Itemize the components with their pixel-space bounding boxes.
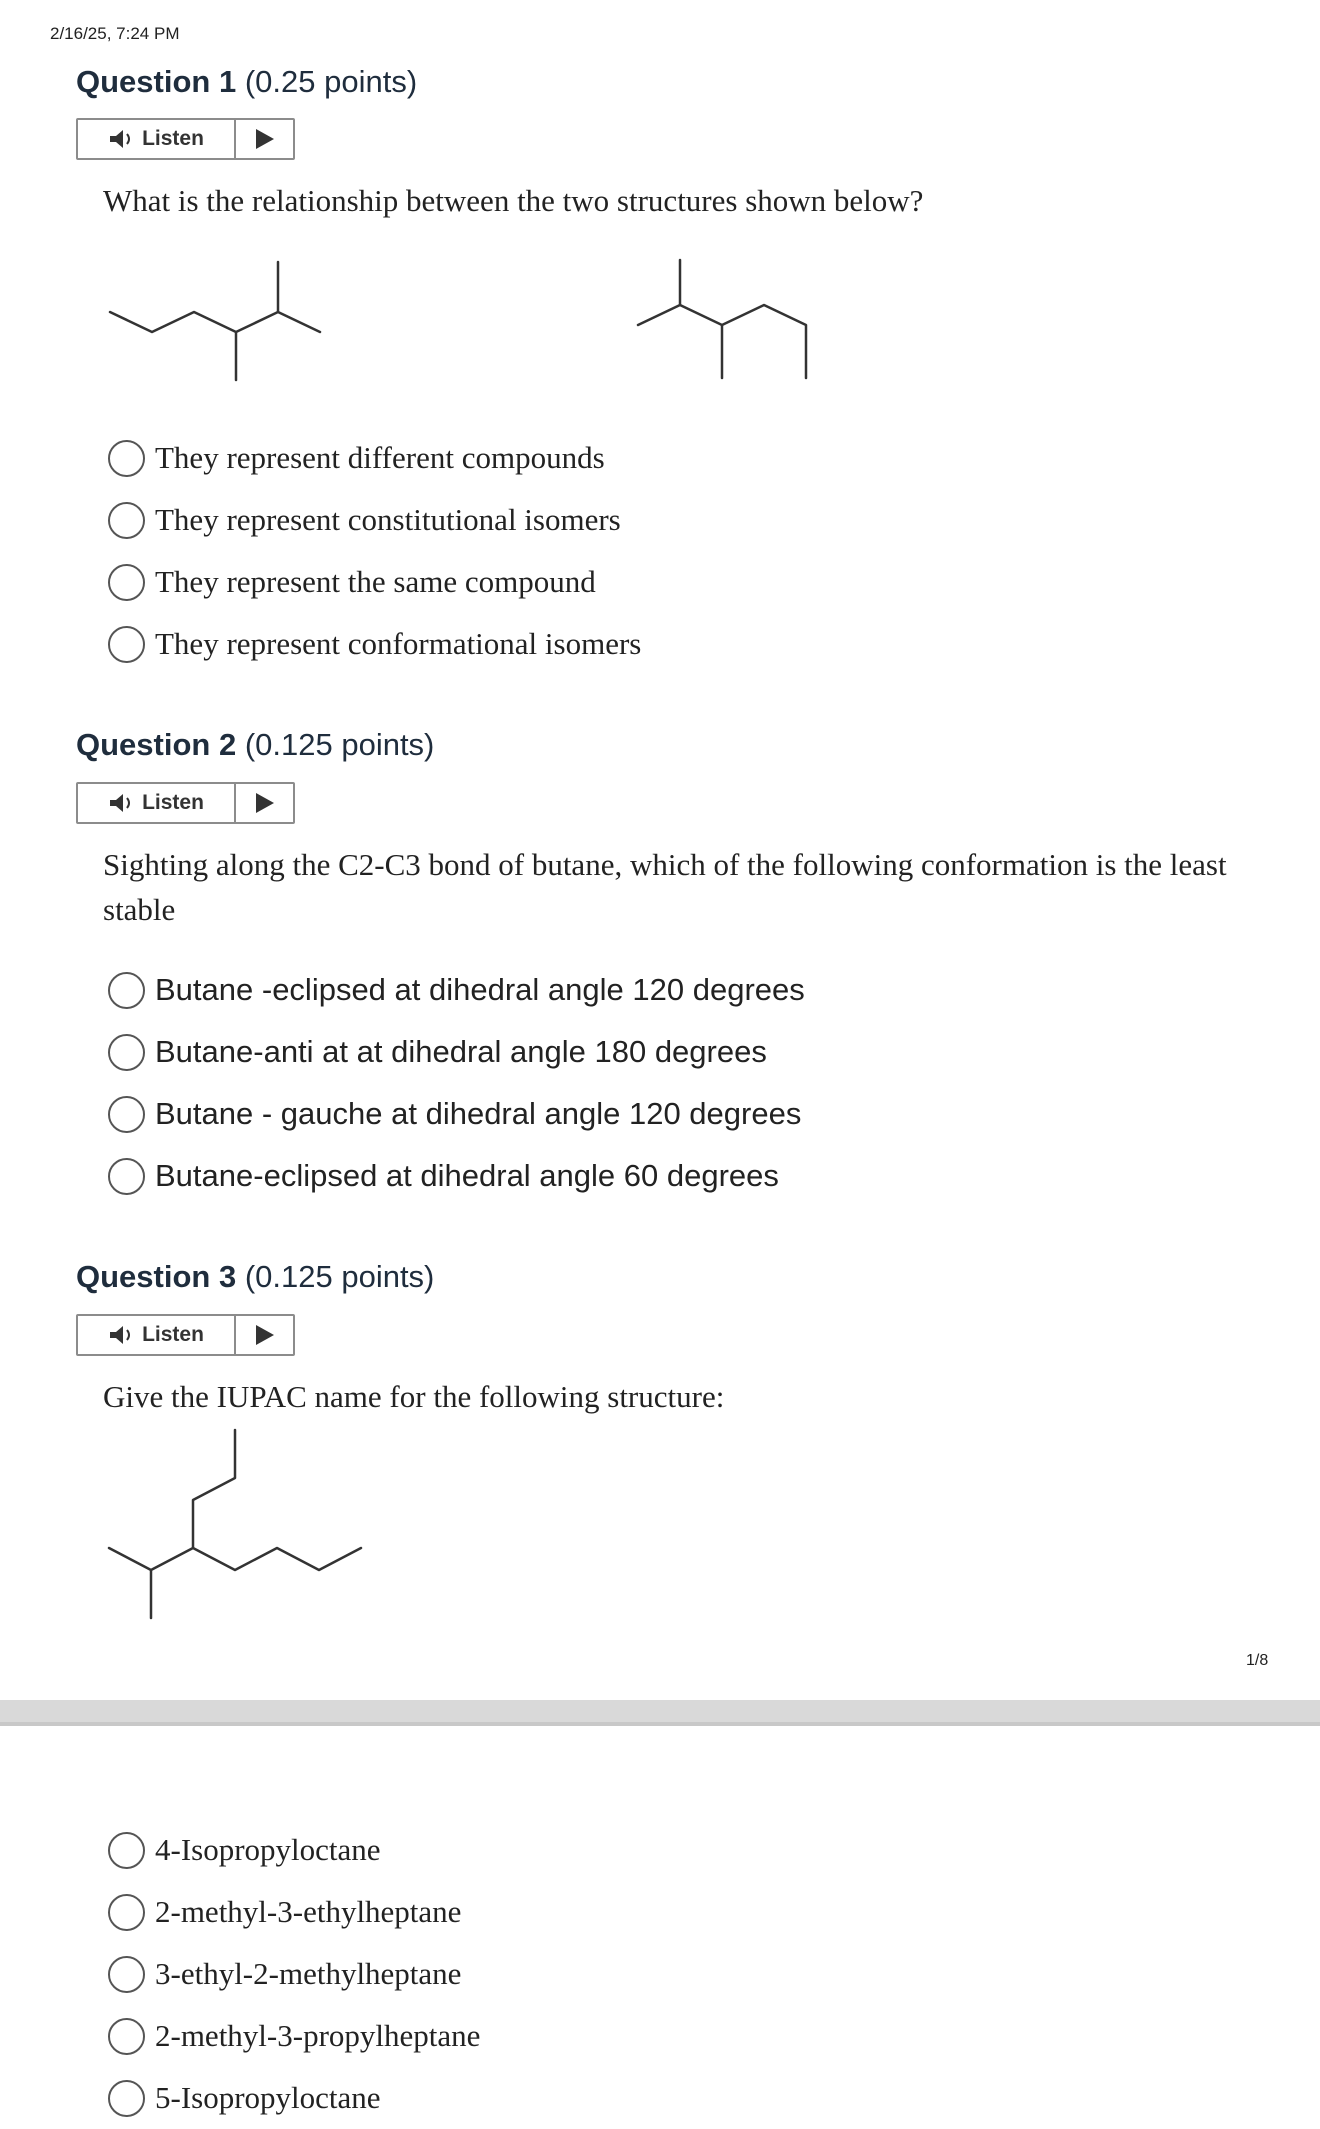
radio-button[interactable] bbox=[108, 1034, 145, 1071]
question-1-option[interactable]: They represent the same compound bbox=[108, 562, 596, 602]
radio-button[interactable] bbox=[108, 626, 145, 663]
question-3-number: Question 3 bbox=[76, 1259, 237, 1294]
question-1-points: (0.25 points) bbox=[244, 64, 418, 99]
speaker-icon bbox=[108, 792, 136, 814]
question-2-option[interactable]: Butane - gauche at dihedral angle 120 degrees bbox=[108, 1094, 801, 1134]
question-2-title bbox=[76, 727, 434, 763]
question-3-listen-label: Listen bbox=[142, 1323, 204, 1346]
question-2-option[interactable]: Butane-eclipsed at dihedral angle 60 degrees bbox=[108, 1156, 779, 1196]
question-2-number: Question 2 bbox=[76, 727, 237, 762]
question-3-listen-button[interactable] bbox=[78, 1316, 236, 1354]
question-2-play-button[interactable] bbox=[236, 784, 293, 822]
question-2-option[interactable]: Butane-anti at at dihedral angle 180 degrees bbox=[108, 1032, 767, 1072]
radio-button[interactable] bbox=[108, 1158, 145, 1195]
radio-button[interactable] bbox=[108, 2080, 145, 2117]
question-3-option[interactable]: 3-ethyl-2-methylheptane bbox=[108, 1954, 461, 1994]
question-1-option[interactable]: They represent constitutional isomers bbox=[108, 500, 621, 540]
question-1-title bbox=[76, 64, 417, 100]
page-number: 1/8 bbox=[1246, 1652, 1269, 1669]
radio-button[interactable] bbox=[108, 2018, 145, 2055]
radio-button[interactable] bbox=[108, 564, 145, 601]
question-3-option[interactable]: 2-methyl-3-ethylheptane bbox=[108, 1892, 461, 1932]
play-icon bbox=[256, 793, 274, 813]
question-2-option[interactable]: Butane -eclipsed at dihedral angle 120 degrees bbox=[108, 970, 805, 1010]
question-1-listen-label: Listen bbox=[142, 127, 204, 150]
question-3-option[interactable]: 2-methyl-3-propylheptane bbox=[108, 2016, 480, 2056]
play-icon bbox=[256, 1325, 274, 1345]
question-1-listen-button[interactable] bbox=[78, 120, 236, 158]
radio-button[interactable] bbox=[108, 1894, 145, 1931]
speaker-icon bbox=[108, 1324, 136, 1346]
question-1-listen-control bbox=[76, 118, 295, 160]
question-3-points: (0.125 points) bbox=[244, 1259, 435, 1294]
radio-button[interactable] bbox=[108, 502, 145, 539]
question-3-title bbox=[76, 1259, 434, 1295]
radio-button[interactable] bbox=[108, 1956, 145, 1993]
question-1-number: Question 1 bbox=[76, 64, 237, 99]
radio-button[interactable] bbox=[108, 972, 145, 1009]
question-3-option[interactable]: 5-Isopropyloctane bbox=[108, 2078, 381, 2118]
radio-button[interactable] bbox=[108, 440, 145, 477]
question-3-option[interactable]: 4-Isopropyloctane bbox=[108, 1830, 381, 1870]
question-1-option[interactable]: They represent different compounds bbox=[108, 438, 605, 478]
question-2-prompt: Sighting along the C2-C3 bond of butane, which of the following conformation is the least stable bbox=[103, 847, 1227, 927]
radio-button[interactable] bbox=[108, 1832, 145, 1869]
question-2-points: (0.125 points) bbox=[244, 727, 435, 762]
question-3-play-button[interactable] bbox=[236, 1316, 293, 1354]
print-datetime: 2/16/25, 7:24 PM bbox=[50, 24, 180, 43]
question-2-listen-button[interactable] bbox=[78, 784, 236, 822]
radio-button[interactable] bbox=[108, 1096, 145, 1133]
question-1-structure-a bbox=[100, 250, 340, 390]
play-icon bbox=[256, 129, 274, 149]
print-page-2 bbox=[0, 1726, 1320, 2129]
question-1-structure-b bbox=[620, 250, 820, 390]
question-1-play-button[interactable] bbox=[236, 120, 293, 158]
question-3-structure bbox=[100, 1420, 380, 1620]
question-3-listen-control bbox=[76, 1314, 295, 1356]
question-1-prompt: What is the relationship between the two structures shown below? bbox=[103, 183, 924, 218]
question-3-prompt: Give the IUPAC name for the following structure: bbox=[103, 1379, 725, 1414]
question-2-listen-label: Listen bbox=[142, 791, 204, 814]
question-1-option[interactable]: They represent conformational isomers bbox=[108, 624, 641, 664]
question-2-listen-control bbox=[76, 782, 295, 824]
speaker-icon bbox=[108, 128, 136, 150]
